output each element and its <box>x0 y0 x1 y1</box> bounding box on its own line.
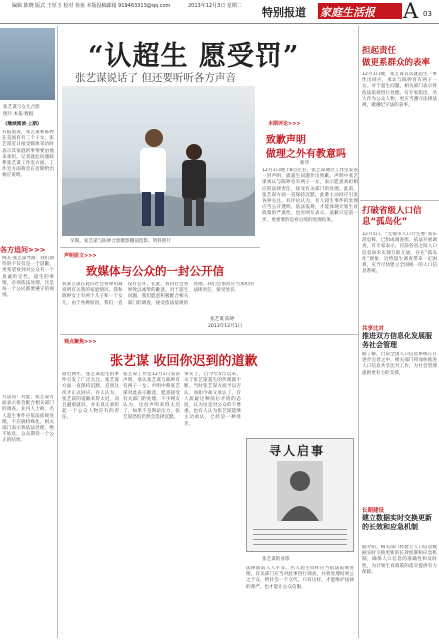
right-title-3: 打破省级人口信息“孤岛化” <box>362 206 422 227</box>
wanted-photo <box>277 461 323 521</box>
column-divider-mid <box>358 26 359 638</box>
main-photo <box>62 86 255 236</box>
photo-rule <box>60 247 260 248</box>
wanted-text <box>253 525 347 547</box>
right-tag-2: 长期建设 <box>362 508 385 514</box>
left-photo-caption-2: 图片·本报·数据 <box>3 112 34 117</box>
wanted-caption: 张艺谋的身影 <box>262 557 290 562</box>
left-mid-title: 各方追问>>> <box>0 246 46 254</box>
left-text-3: 方法问：对此，张艺谋方面表示将会配合相关部门的调查。业内人士称，名人超生事件应依法依规处理，不应搞特殊化。相关部门表示将依法处理，绝不姑息。公众期待一个公正的结果。 <box>2 395 54 444</box>
left-photo <box>0 28 55 100</box>
opinion-title: 张艺谋 收回你迟到的道歉 <box>110 354 258 369</box>
photo-scene <box>62 86 255 236</box>
page-letter: A <box>403 0 419 23</box>
page-number: 03 <box>423 10 432 18</box>
commentary-title-1: 致歉声明 <box>266 135 306 146</box>
commentary-title-2: 做理之外有教意吗 <box>266 149 346 160</box>
section-title: 特别报道 <box>262 6 306 19</box>
wanted-header: 寻人启事 <box>269 444 326 458</box>
sub-headline: 张艺谋说话了 但还要听听各方声音 <box>75 72 236 84</box>
right-text-1: 12月1日晚，张艺谋首次就超生一事作出回应，承认与陈婷育有两子一女。对于超生问题，相关部门表示将依法依规进行处理。有专家指出，名人作为公众人物，更应当遵守法律法规，做遵纪守法的表率。 <box>362 72 437 109</box>
commentary-tag: 本期评论>>> <box>268 121 301 127</box>
right-title-1: 担起责任 <box>362 46 397 56</box>
right-title-2: 做更系群众的表率 <box>362 58 431 68</box>
staff-line: 编辑 陈晓 版式 王厚玉 校对 鱼鱼 本版投稿邮箱 919463313@qq.com <box>12 3 171 9</box>
page-header <box>0 0 439 24</box>
left-photo-caption: 张艺谋与女儿合影 <box>3 105 40 110</box>
letter-date: 2013年12月1日 <box>208 324 243 329</box>
right-text-2: 12月1日，“无锡市人口计生委”发布消息称，已组成调查组，依法开展调查。有专家表示，目前各省之间人口信息尚未实现互联互通，存在“孤岛化”现象，这给超生调查带来一定困难，应当尽快建立全国统一的人口信息系统。 <box>362 232 437 275</box>
wanted-box <box>246 438 354 552</box>
commentary-body: 12月1日晚上8点左右，张艺谋通过工作室发表一封声明，就超生问题作出致歉。声明中张艺谋承认与陈婷育有两子一女，表示愿意承担相应的法律责任，接受有关部门的处理。此前，张艺谋方面一直保持沉默，此番主动回应引发各界关注。有评论认为，名人超生事件的处理应当公开透明，依法依规，才能体现计划生育政策的严肃性。也有网友表示，道歉只是第一步，更重要的是看后续的处理结果。 <box>262 168 358 223</box>
letter-sign: 张艺谋 陈婷 <box>210 317 235 322</box>
left-text-2: 网友·张艺谋导演：我们期待的不仅仅是一个道歉，更希望看到对公众有一个真诚的交代。超生的事情，必须依法处理，这是每一个公民都要遵守的规则。 <box>2 256 54 299</box>
opinion-col-1: 最近两年，张艺谋超生的事件引发了广泛关注。张艺谋方面一直保持沉默，直到这次才正式回应。有人认为，张艺谋的道歉来得太迟，而且避重就轻，并未真正承担起一个公众人物应有的责任。 <box>62 372 119 421</box>
photo-caption: 早期，张艺谋与陈婷合影摄影棚前留影。资料照片 <box>70 239 172 244</box>
letter-label: 声明原文>>> <box>64 253 97 259</box>
left-small-head: 《继续阅读·上期》 <box>3 122 42 127</box>
paper-name: 家庭生活报 <box>320 6 375 19</box>
opinion-col-4: 法律面前人人平等。名人超生同样应当依法依规处理。有关部门应当对此事进行调查，并将处理结果公之于众，给社会一个交代。只有这样，才能维护法律的尊严，也才能让公众信服。 <box>246 566 354 590</box>
right-text-3: 据了解，目前全国人口信息系统正在逐步完善之中，相关部门将加快推进人口信息共享比对工作，为社会管理提供更有力的支撑。 <box>362 352 437 376</box>
right-text-4: 据介绍，相关部门将建立人口信息数据实时交换更新的长效机制和应急机制，确保人口信息的准确性和及时性，为计划生育政策的落实提供有力保障。 <box>362 545 437 575</box>
opinion-col-2: 张艺谋工作室12月1日发表声明，承认张艺谋与陈婷育有两子一女。声明中称张艺谋对此表示歉意，愿意接受有关部门的处理。不少网友认为，这份声明来得太迟了，如果不是舆论压力，张艺谋恐怕仍然会选择沉默。 <box>123 372 180 421</box>
person-icon <box>277 461 323 521</box>
commentary-author: 新华 <box>300 161 310 166</box>
letter-body: 我张艺谋在此向社会各界坦诚说明有关我的家庭情况。我和陈婷女士有两个儿子和一个女儿。由于各种原因，我们一直没有公开。在此，我向社会各界致以诚挚的歉意。对于超生问题，我们愿意积极配合相关部门的调查，接受依法依规的处理。我们会承担应当承担的法律责任，接受处罚。 <box>62 282 254 306</box>
opinion-label: 观点聚焦>>> <box>64 339 97 345</box>
right-title-5: 建立数据实时交换更新的长效和应急机制 <box>362 514 432 531</box>
header-date: 2013年12月3日 星期二 <box>188 3 242 9</box>
main-headline: “认超生 愿受罚” <box>88 41 300 72</box>
right-rule-1 <box>360 200 439 201</box>
opinion-col-3: 事实上，自今年5月以来，关于张艺谋超生的传闻就不断。当时张艺谋方面予以否认，而如今却又承认了。有人质疑这种前后矛盾的态度，认为这是对公众的不尊重。也有人认为张艺谋能够主动承认，已经是一种进步。 <box>184 372 241 427</box>
letter-title: 致媒体与公众的一封公开信 <box>86 264 224 278</box>
right-title-4: 推进双方信息化发展服务社会管理 <box>362 332 432 349</box>
right-tag-1: 共享比对 <box>362 326 385 332</box>
letter-rule <box>60 334 358 335</box>
left-text-1: 有报道说，张艺谋和陈婷在美国育有三个子女，张艺谋近日接受媒体采访时表示其家庭的事情要由他来承担。记者就此问题联系张艺谋工作室方面，工作室方面称会在近期给出相应说明。 <box>2 130 54 179</box>
column-divider-left <box>57 26 58 638</box>
